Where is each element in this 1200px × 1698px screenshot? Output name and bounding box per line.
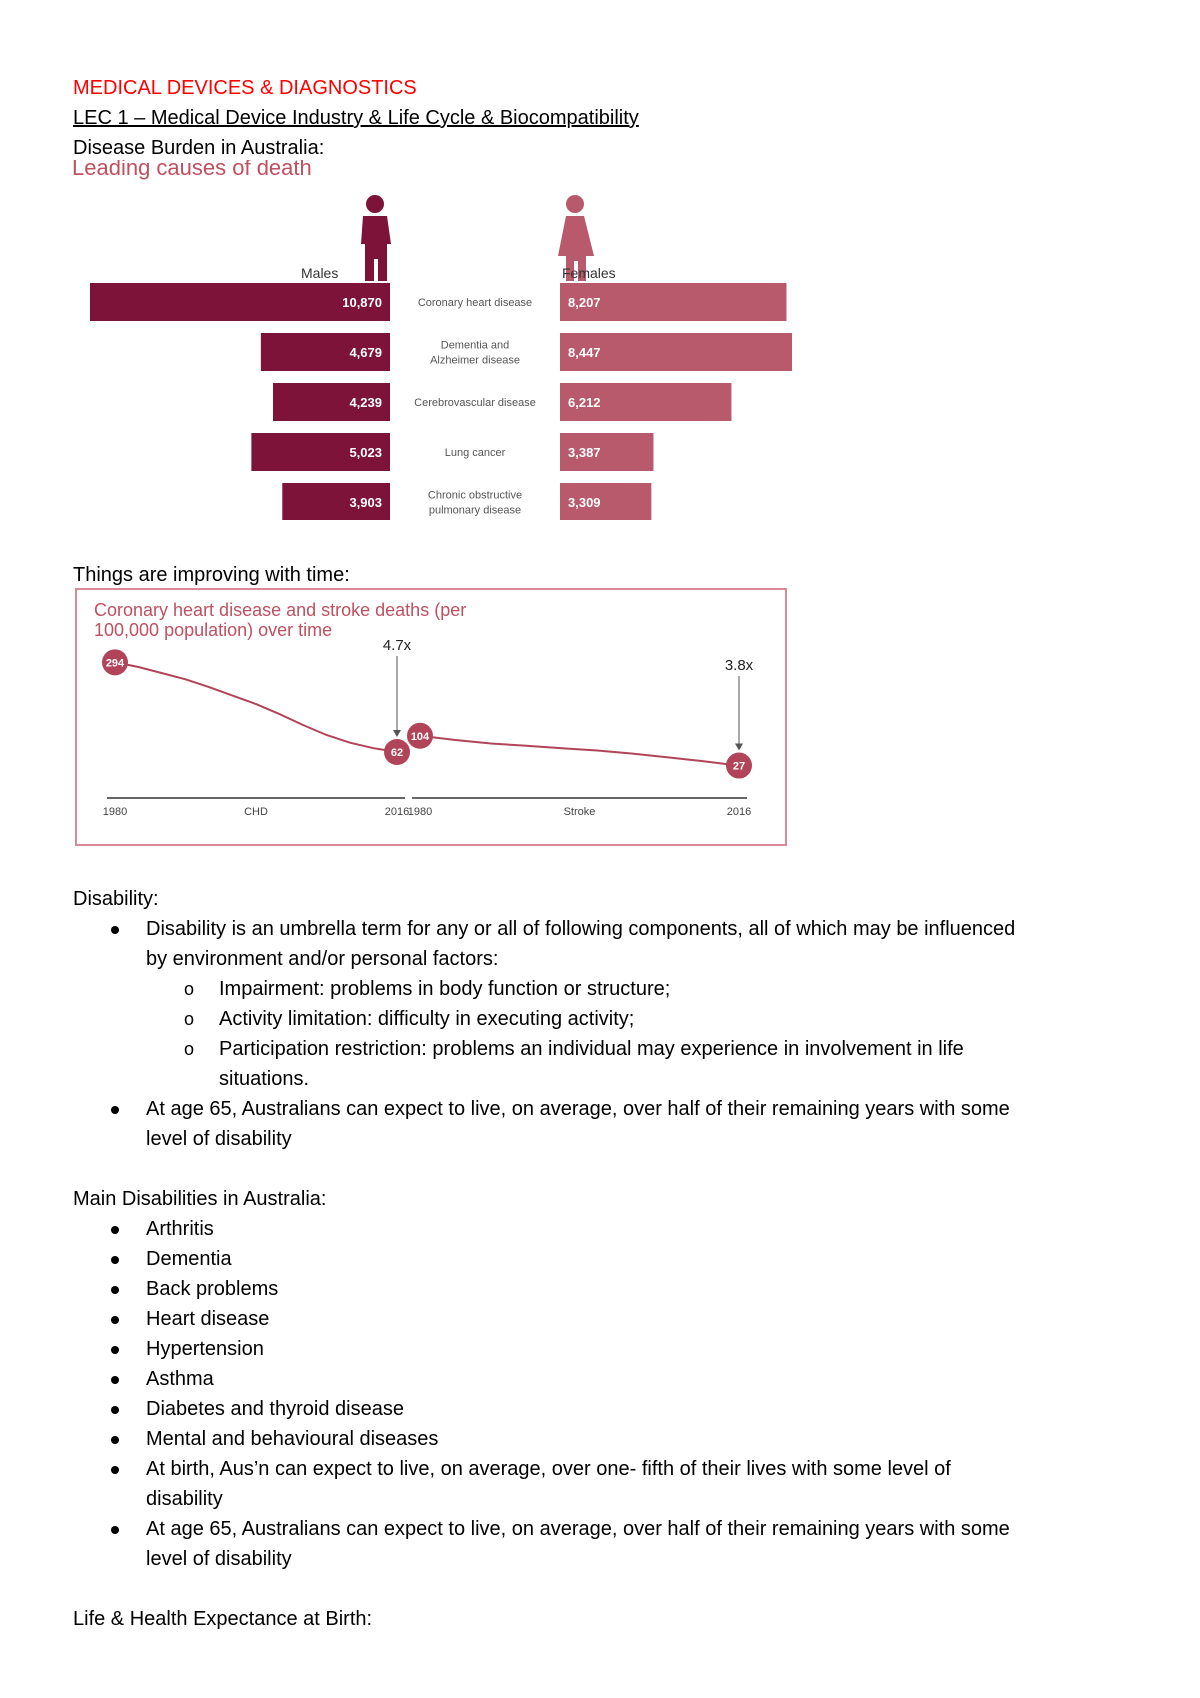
male-value-label: 5,023 xyxy=(349,445,382,460)
males-header: Males xyxy=(301,265,339,281)
chart-title-line-1: Coronary heart disease and stroke deaths (per xyxy=(94,600,467,620)
category-label: Cerebrovascular disease xyxy=(414,397,536,409)
category-label: Coronary heart disease xyxy=(417,297,533,309)
ratio-arrow-head xyxy=(393,730,401,737)
disability-bullet-text: by environment and/or personal factors: xyxy=(146,948,499,970)
panel-name-label: CHD xyxy=(244,806,268,818)
improving-heading: Things are improving with time: xyxy=(73,564,350,586)
chart-title: Leading causes of death xyxy=(72,160,312,180)
male-value-label: 4,679 xyxy=(349,345,382,360)
x-tick-end: 2016 xyxy=(384,806,410,818)
disability-list-item: Diabetes and thyroid disease xyxy=(146,1398,404,1420)
disability-list-item: Heart disease xyxy=(146,1308,270,1330)
sub-bullet-text: Participation restriction: problems an individual may experience in involvement in life xyxy=(219,1038,964,1060)
category-label: Lung cancer xyxy=(444,447,506,459)
male-figure-icon xyxy=(361,195,391,281)
age65-bullet-text: At age 65, Australians can expect to live, on average, over half of their remaining years with some xyxy=(146,1518,1010,1540)
bullet-dot xyxy=(111,1346,119,1354)
series-line xyxy=(420,736,739,766)
x-tick-end: 2016 xyxy=(726,806,752,818)
ratio-arrow-head xyxy=(735,744,743,751)
start-value-label: 104 xyxy=(410,730,430,743)
sub-bullet-text: situations. xyxy=(219,1068,310,1090)
panel-name-label: Stroke xyxy=(563,806,596,818)
chart-title-line-2: 100,000 population) over time xyxy=(94,620,333,640)
leading-causes-svg xyxy=(72,160,792,520)
life-expectancy-heading: Life & Health Expectance at Birth: xyxy=(73,1608,373,1630)
category-label: Alzheimer disease xyxy=(430,354,520,367)
disability-list-item: Arthritis xyxy=(146,1218,214,1240)
female-value-label: 8,447 xyxy=(568,345,601,360)
disability-bullet-text: level of disability xyxy=(146,1128,292,1150)
end-value-label: 27 xyxy=(732,760,746,773)
male-value-label: 4,239 xyxy=(349,395,382,410)
chd-stroke-svg xyxy=(75,588,787,846)
leading-causes-chart xyxy=(72,160,792,520)
category-label: pulmonary disease xyxy=(428,504,522,517)
sub-bullet-marker: o xyxy=(184,1009,195,1029)
disability-list-item: Hypertension xyxy=(146,1338,264,1360)
bullet-dot xyxy=(111,1286,119,1294)
ratio-label: 3.8x xyxy=(724,657,754,674)
birth-bullet-text: disability xyxy=(146,1488,223,1510)
bullet-dot xyxy=(111,1376,119,1384)
bullet-dot xyxy=(111,1526,119,1534)
age65-bullet-text: level of disability xyxy=(146,1548,292,1570)
bullet-dot xyxy=(111,1316,119,1324)
sub-bullet-text: Impairment: problems in body function or structure; xyxy=(219,978,671,1000)
bullet-dot xyxy=(111,926,119,934)
male-value-label: 3,903 xyxy=(349,495,382,510)
lecture-title: LEC 1 – Medical Device Industry & Life Cycle & Biocompatibility xyxy=(73,107,639,129)
sub-bullet-text: Activity limitation: difficulty in executing activity; xyxy=(219,1008,635,1030)
start-value-label: 294 xyxy=(105,657,125,670)
main-disabilities-heading: Main Disabilities in Australia: xyxy=(73,1188,327,1210)
sub-bullet-marker: o xyxy=(184,1039,195,1059)
female-value-label: 6,212 xyxy=(568,395,601,410)
disability-bullet-text: At age 65, Australians can expect to live, on average, over half of their remaining years with some xyxy=(146,1098,1010,1120)
disability-heading: Disability: xyxy=(73,888,159,910)
category-label: Dementia and xyxy=(440,339,510,352)
bullet-dot xyxy=(111,1226,119,1234)
sub-bullet-marker: o xyxy=(184,979,195,999)
females-header: Females xyxy=(562,265,616,281)
course-title: MEDICAL DEVICES & DIAGNOSTICS xyxy=(73,77,417,99)
end-value-label: 62 xyxy=(390,747,404,760)
disability-bullet-text: Disability is an umbrella term for any or all of following components, all of which may be influenced xyxy=(146,918,1016,940)
bullet-dot xyxy=(111,1256,119,1264)
disability-list-item: Asthma xyxy=(146,1368,214,1390)
bullet-dot xyxy=(111,1436,119,1444)
ratio-label: 4.7x xyxy=(382,637,412,654)
x-tick-start: 1980 xyxy=(102,806,128,818)
disease-burden-heading: Disease Burden in Australia: xyxy=(73,137,325,159)
bullet-dot xyxy=(111,1406,119,1414)
series-line xyxy=(115,662,397,752)
disability-list-item: Back problems xyxy=(146,1278,279,1300)
disability-list-item: Mental and behavioural diseases xyxy=(146,1428,439,1450)
disability-list-item: Dementia xyxy=(146,1248,232,1270)
bullet-dot xyxy=(111,1466,119,1474)
chd-stroke-chart xyxy=(75,588,787,846)
female-value-label: 3,309 xyxy=(568,495,601,510)
male-value-label: 10,870 xyxy=(342,295,382,310)
female-value-label: 8,207 xyxy=(568,295,601,310)
x-tick-start: 1980 xyxy=(407,806,433,818)
female-value-label: 3,387 xyxy=(568,445,601,460)
birth-bullet-text: At birth, Aus’n can expect to live, on average, over one- fifth of their lives with some level of xyxy=(146,1458,951,1480)
bullet-dot xyxy=(111,1106,119,1114)
category-label: Chronic obstructive xyxy=(427,489,523,502)
